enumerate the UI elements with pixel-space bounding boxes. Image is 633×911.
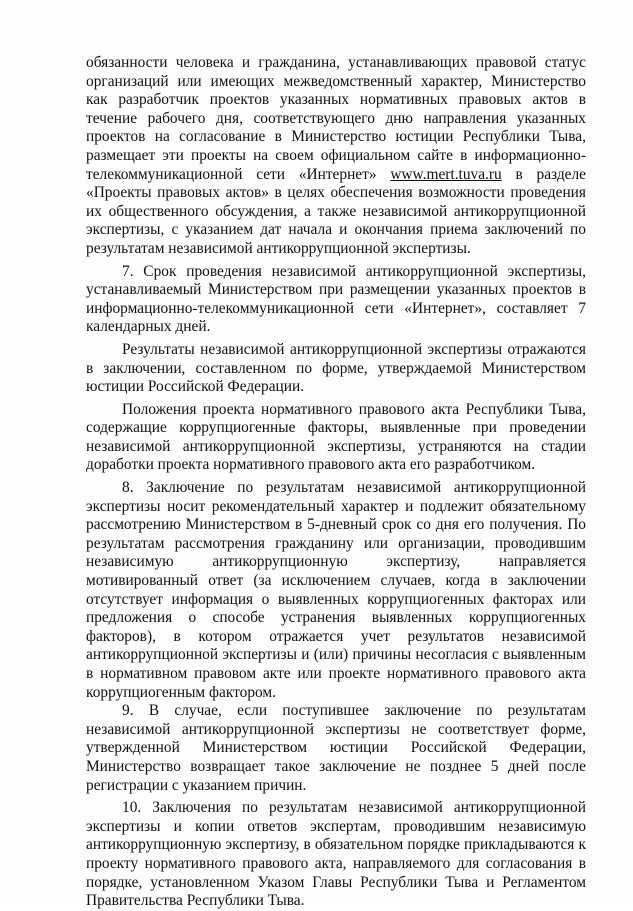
paragraph-continuation [86,54,586,259]
paragraph-provisions: Положения проекта нормативного правового акта Республики Тыва, содержащие коррупциогенные факторы, выявленные при проведении независимой антикоррупционной экспертизы, устраняются на стадии доработки проекта нормативного правового акта его разработчиком. [86,400,586,474]
paragraph-item-7: 7. Срок проведения независимой антикоррупционной экспертизы, устанавливаемый Министерством при размещении указанных проектов в информационно-телекоммуникационной сети «Интернет», составляет 7 календарных дней. [86,262,586,336]
paragraph-item-8: 8. Заключение по результатам независимой антикоррупционной экспертизы носит рекомендательный характер и подлежит обязательному рассмотрению Министерством в 5-дневный срок со дня его получения. По результатам рассмотрения гражданину или организации, проводившим независимую антикоррупционную экспертизу, направляется мотивированный ответ (за исключением случаев, когда в заключении отсутствует информация о выявленных коррупциогенных факторах или предложения о способе устранения выявленных коррупциогенных факторов), в котором отражается учет результатов независимой антикоррупционной экспертизы и (или) причины несогласия с выявленным в нормативном правовом акте или проекте нормативного правового акта коррупциогенным фактором. [86,479,586,701]
website-link[interactable]: www.mert.tuva.ru [390,165,502,183]
document-body [86,54,586,911]
paragraph-results: Результаты независимой антикоррупционной экспертизы отражаются в заключении, составленном по форме, утверждаемой Министерством юстиции Российской Федерации. [86,340,586,396]
paragraph-item-9: 9. В случае, если поступившее заключение по результатам независимой антикоррупционной экспертизы не соответствует форме, утвержденной Министерством юстиции Российской Федерации, Министерство возвращает такое заключение не позднее 5 дней после регистрации с указанием причин. [86,702,586,794]
paragraph-text: обязанности человека и гражданина, устанавливающих правовой статус организаций или имеющих межведомственный характер, Министерство как разработчик проектов указанных нормативных правовых актов в течение рабочего дня, соответствующего дню направления указанных проектов на согласование в Министерство юстиции Республики Тыва, размещает эти проекты на своем официальном сайте в информационно-телекоммуникационной сети «Интернет» [86,54,586,183]
paragraph-item-10: 10. Заключения по результатам независимой антикоррупционной экспертизы и копии ответов экспертам, проводившим независимую антикоррупционную экспертизу, в обязательном порядке прикладываются к проекту нормативного правового акта, направляемого для согласования в порядке, установленном Указом Главы Республики Тыва и Регламентом Правительства Республики Тыва. [86,799,586,910]
paragraph-text: в разделе «Проекты правовых актов» в целях обеспечения возможности проведения их общественного обсуждения, а также независимой антикоррупционной экспертизы, с указанием дат начала и окончания приема заключений по результатам независимой антикоррупционной экспертизы. [86,165,586,257]
